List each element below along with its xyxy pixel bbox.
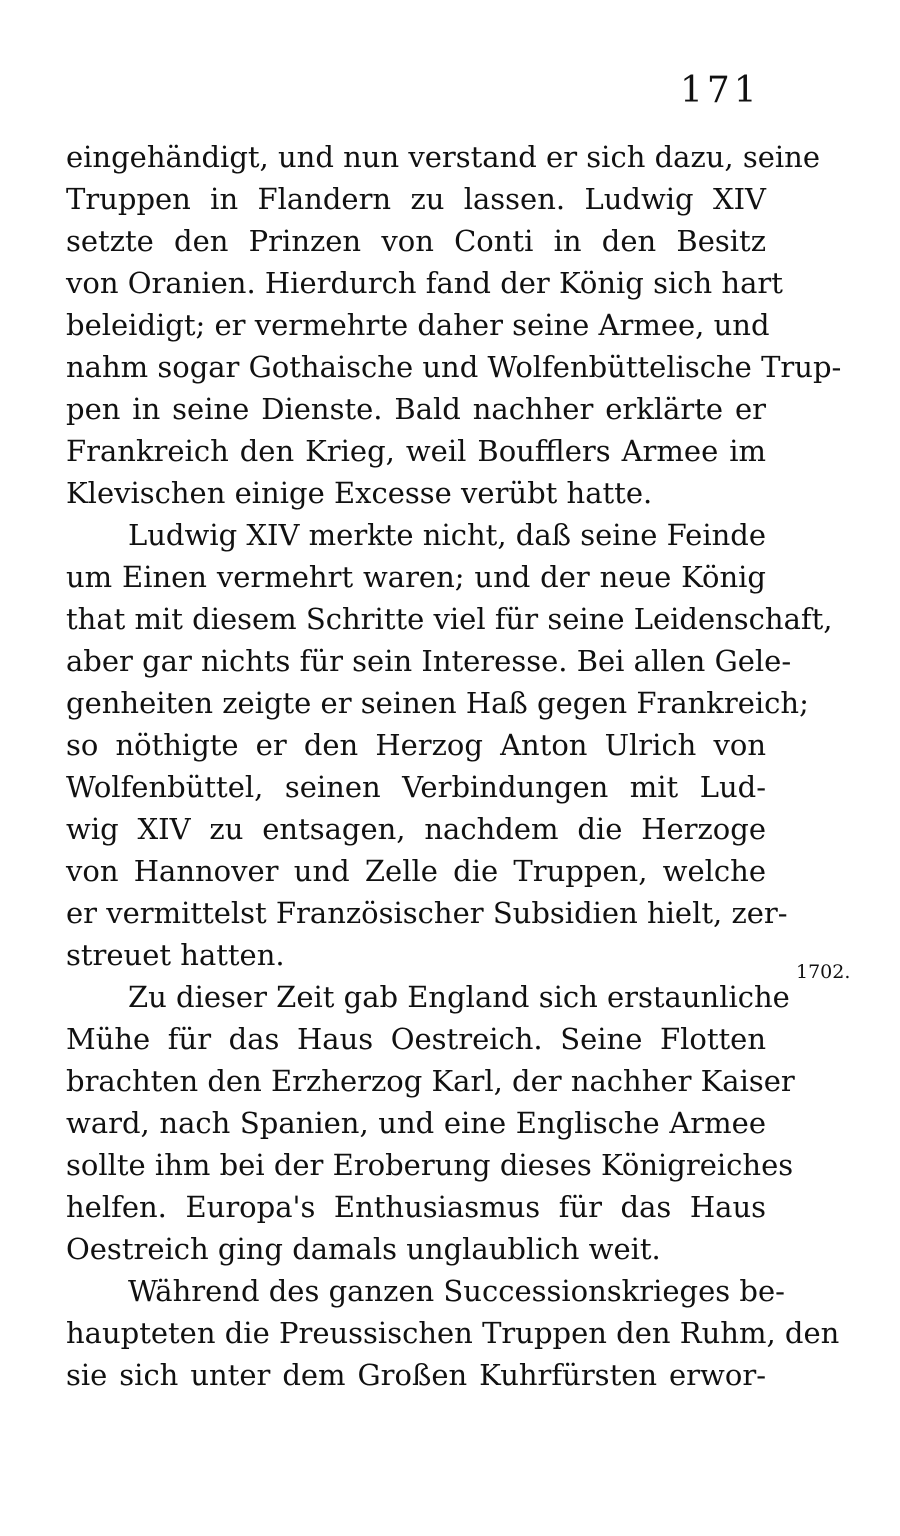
text-line: nahm sogar Gothaische und Wolfenbüttelische Trup- — [66, 350, 842, 384]
margin-year-note: 1702. — [796, 961, 851, 983]
text-line: von Oranien. Hierdurch fand der König sich hart — [66, 266, 783, 300]
text-line: sollte ihm bei der Eroberung dieses Königreiches — [66, 1148, 794, 1182]
text-line: setzte den Prinzen von Conti in den Besitz — [66, 224, 766, 258]
text-line: haupteten die Preussischen Truppen den Ruhm, den — [66, 1316, 840, 1350]
text-line: Wolfenbüttel, seinen Verbindungen mit Lud- — [66, 770, 766, 804]
text-line: eingehändigt, und nun verstand er sich dazu, seine — [66, 140, 820, 174]
page-number: 171 — [680, 70, 761, 111]
text-line: Ludwig XIV merkte nicht, daß seine Feinde — [128, 518, 766, 552]
text-line: aber gar nichts für sein Interesse. Bei allen Gele- — [66, 644, 792, 678]
text-line: Während des ganzen Successionskrieges be- — [128, 1274, 785, 1308]
text-line: beleidigt; er vermehrte daher seine Armee, und — [66, 308, 770, 342]
text-line: Frankreich den Krieg, weil Boufflers Armee im — [66, 434, 766, 468]
text-line: brachten den Erzherzog Karl, der nachher Kaiser — [66, 1064, 795, 1098]
text-line: Truppen in Flandern zu lassen. Ludwig XIV — [66, 182, 766, 216]
text-line: pen in seine Dienste. Bald nachher erklärte er — [66, 392, 766, 426]
text-line: sie sich unter dem Großen Kuhrfürsten erwor- — [66, 1358, 766, 1392]
text-line: Zu dieser Zeit gab England sich erstaunliche — [128, 980, 790, 1014]
text-line: von Hannover und Zelle die Truppen, welche — [66, 854, 766, 888]
text-line: um Einen vermehrt waren; und der neue König — [66, 560, 766, 594]
text-line: Mühe für das Haus Oestreich. Seine Flotten — [66, 1022, 766, 1056]
text-line: Oestreich ging damals unglaublich weit. — [66, 1232, 661, 1266]
text-line: helfen. Europa's Enthusiasmus für das Haus — [66, 1190, 766, 1224]
text-line: so nöthigte er den Herzog Anton Ulrich von — [66, 728, 766, 762]
text-line: Klevischen einige Excesse verübt hatte. — [66, 476, 653, 510]
text-line: streuet hatten. — [66, 938, 285, 972]
text-line: genheiten zeigte er seinen Haß gegen Frankreich; — [66, 686, 809, 720]
text-line: er vermittelst Französischer Subsidien hielt, zer- — [66, 896, 788, 930]
text-line: ward, nach Spanien, und eine Englische Armee — [66, 1106, 766, 1140]
text-line: that mit diesem Schritte viel für seine Leidenschaft, — [66, 602, 833, 636]
text-line: wig XIV zu entsagen, nachdem die Herzoge — [66, 812, 766, 846]
